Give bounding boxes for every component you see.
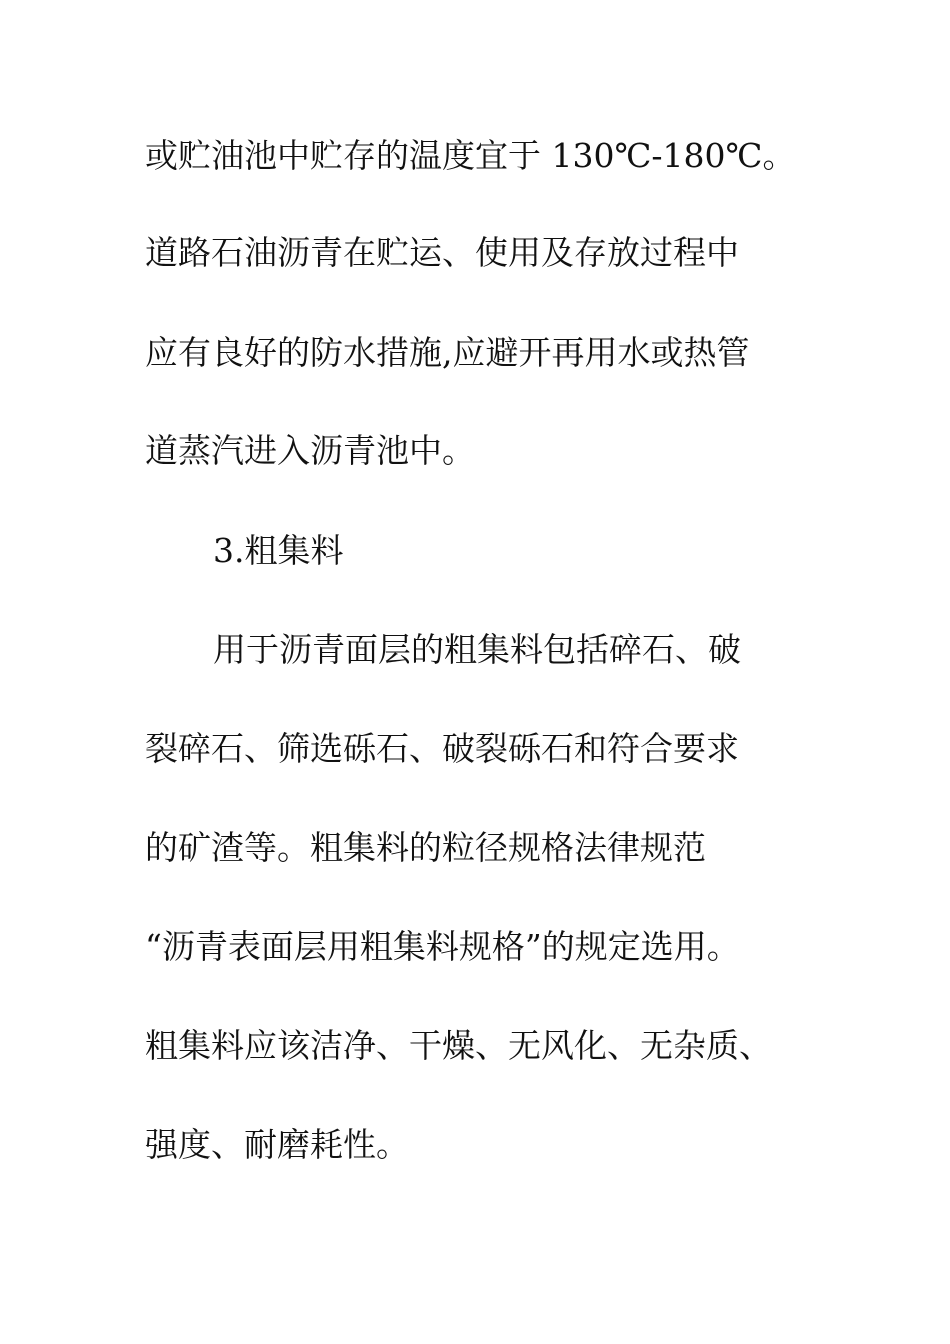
- section-heading: 3.粗集料: [213, 531, 344, 570]
- text-line: 应有良好的防水措施,应避开再用水或热管: [145, 333, 750, 372]
- text-line: 裂碎石、筛选砾石、破裂砾石和符合要求: [145, 729, 739, 768]
- text-line: “沥青表面层用粗集料规格”的规定选用。: [145, 927, 740, 966]
- text-line: 或贮油池中贮存的温度宜于 130℃-180℃。: [145, 136, 796, 175]
- text-line: 道路石油沥青在贮运、使用及存放过程中: [145, 233, 739, 272]
- text-line: 的矿渣等。粗集料的粒径规格法律规范: [145, 828, 706, 867]
- text-line: 粗集料应该洁净、干燥、无风化、无杂质、: [145, 1026, 772, 1065]
- text-line: 道蒸汽进入沥青池中。: [145, 431, 475, 470]
- paragraph-first-line: 用于沥青面层的粗集料包括碎石、破: [213, 630, 741, 669]
- text-line: 强度、耐磨耗性。: [145, 1125, 409, 1164]
